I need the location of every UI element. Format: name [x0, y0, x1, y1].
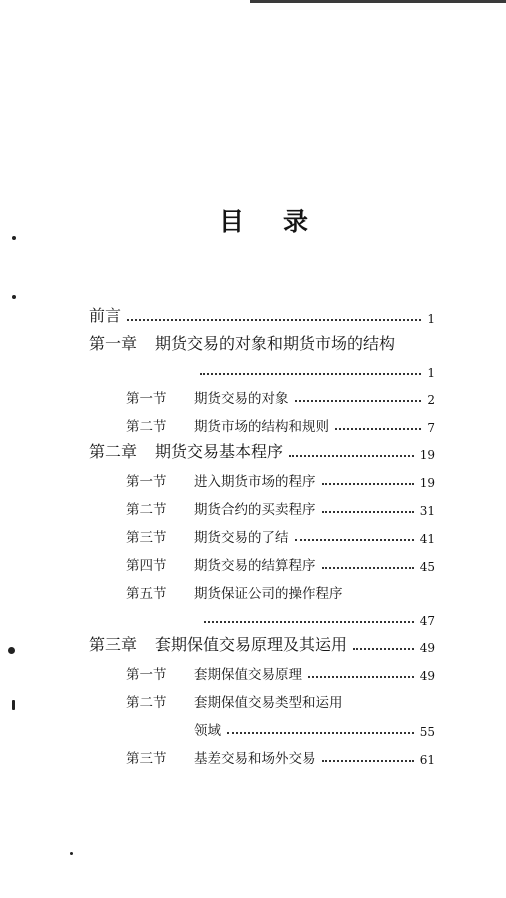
toc-entry-page: 19 — [419, 476, 435, 490]
toc-entry-page: 19 — [419, 448, 435, 462]
toc-entry-section[interactable] — [126, 687, 435, 711]
toc-leader — [322, 567, 414, 569]
toc-leader — [308, 676, 414, 678]
toc-heading-right: 录 — [283, 207, 309, 236]
toc-entry-page: 49 — [419, 669, 435, 683]
toc-entry-section[interactable] — [126, 466, 435, 490]
toc-entry-section[interactable] — [126, 550, 435, 574]
toc-entry-page: 1 — [427, 366, 435, 380]
toc-entry-title: 套期保值交易原理及其运用 — [155, 635, 348, 654]
toc-entry-chapter-1-continuation — [200, 356, 435, 380]
toc-leader — [289, 455, 414, 457]
toc-entry-page: 45 — [419, 560, 435, 574]
toc-entry-page: 41 — [419, 532, 435, 546]
toc-entry-page: 7 — [427, 421, 435, 435]
toc-entry-title: 期货保证公司的操作程序 — [194, 586, 343, 602]
toc-entry-chapter-1[interactable] — [89, 330, 435, 354]
toc-entry-title-continued: 领域 — [194, 723, 221, 739]
toc-heading-left: 目 — [219, 207, 245, 236]
toc-entry-number: 第二节 — [126, 695, 167, 711]
toc-entry-title: 期货交易的对象和期货市场的结构 — [155, 334, 396, 353]
toc-entry-chapter-2[interactable] — [89, 438, 435, 462]
toc-entry-title: 进入期货市场的程序 — [194, 474, 316, 490]
toc-entry-section[interactable] — [126, 659, 435, 683]
toc-leader — [127, 319, 421, 321]
toc-leader — [353, 648, 414, 650]
toc-entry-number: 第一节 — [126, 474, 167, 490]
toc-leader — [322, 483, 414, 485]
toc-entry-number: 第三节 — [126, 530, 167, 546]
toc-leader — [335, 428, 421, 430]
toc-entry-page: 31 — [419, 504, 435, 518]
toc-entry-section[interactable] — [126, 411, 435, 435]
toc-entry-page: 61 — [419, 753, 435, 767]
toc-entry-section[interactable] — [126, 743, 435, 767]
toc-entry-section[interactable] — [126, 494, 435, 518]
toc-leader — [200, 373, 421, 375]
toc-entry-title: 前言 — [89, 306, 122, 325]
toc-entry-preface[interactable] — [89, 302, 435, 326]
toc-entry-title: 期货交易的结算程序 — [194, 558, 316, 574]
toc-entry-number: 第五节 — [126, 586, 167, 602]
toc-leader — [295, 539, 414, 541]
toc-leader — [204, 621, 414, 623]
toc-entry-number: 第一章 — [89, 334, 138, 353]
toc-entry-number: 第四节 — [126, 558, 167, 574]
toc-leader — [295, 400, 422, 402]
toc-entry-page: 55 — [419, 725, 435, 739]
toc-entry-section-continuation — [194, 715, 435, 739]
toc-entry-page: 2 — [427, 393, 435, 407]
toc-entry-number: 第一节 — [126, 391, 167, 407]
toc-entry-number: 第二节 — [126, 419, 167, 435]
toc-entry-title: 套期保值交易原理 — [194, 667, 302, 683]
toc-entry-number: 第一节 — [126, 667, 167, 683]
toc-entry-page: 49 — [419, 641, 435, 655]
toc-leader — [322, 760, 414, 762]
toc-entry-page: 47 — [419, 614, 435, 628]
toc-entry-section[interactable] — [126, 522, 435, 546]
toc-entry-number: 第三节 — [126, 751, 167, 767]
toc-entry-title: 套期保值交易类型和运用 — [194, 695, 343, 711]
toc-entry-number: 第三章 — [89, 635, 138, 654]
toc-entry-number: 第二章 — [89, 442, 138, 461]
toc-entry-title: 期货交易基本程序 — [155, 442, 284, 461]
toc-entry-page: 1 — [427, 312, 435, 326]
toc-entry-section[interactable] — [126, 578, 435, 602]
toc-entry-title: 期货交易的对象 — [194, 391, 289, 407]
toc-entry-title: 期货市场的结构和规则 — [194, 419, 329, 435]
toc-entry-section[interactable] — [126, 383, 435, 407]
toc-entry-number: 第二节 — [126, 502, 167, 518]
toc-entry-chapter-3[interactable] — [89, 631, 435, 655]
toc-entry-section-continuation — [204, 604, 435, 628]
toc-entry-title: 期货合约的买卖程序 — [194, 502, 316, 518]
toc-leader — [322, 511, 414, 513]
toc-entry-title: 基差交易和场外交易 — [194, 751, 316, 767]
toc-leader — [227, 732, 414, 734]
toc-entry-title: 期货交易的了结 — [194, 530, 289, 546]
